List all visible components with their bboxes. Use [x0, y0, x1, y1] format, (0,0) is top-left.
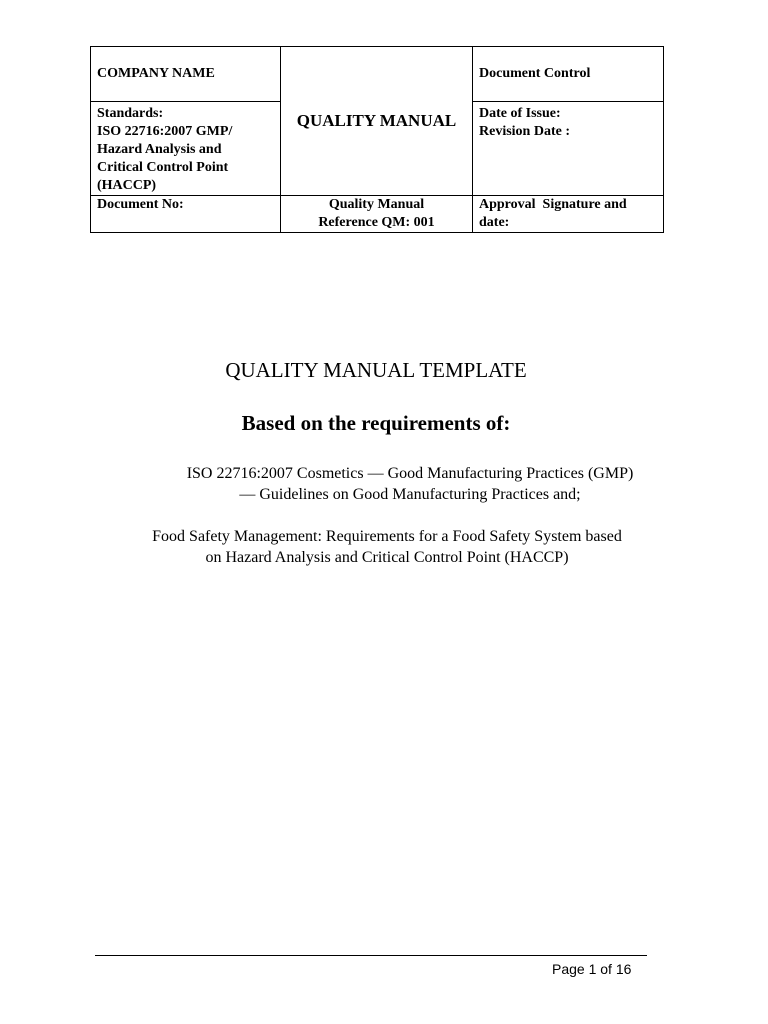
document-control-label: Document Control [479, 66, 591, 81]
page-number: Page 1 of 16 [552, 961, 632, 977]
paragraph-line: on Hazard Analysis and Critical Control Point (HACCP) [205, 549, 569, 566]
reference-cell [281, 196, 473, 233]
approval-line: Approval Signature and [479, 197, 627, 212]
standards-cell [91, 102, 281, 196]
standards-line: Standards: [97, 106, 164, 121]
document-no-label: Document No: [97, 197, 184, 212]
standards-paragraph [26, 463, 768, 505]
standards-line: Hazard Analysis and [97, 142, 222, 157]
manual-title-cell [281, 47, 473, 196]
company-name: COMPANY NAME [97, 66, 215, 81]
reference-line: Quality Manual [328, 197, 425, 212]
page-title: QUALITY MANUAL TEMPLATE [225, 358, 527, 382]
standards-line: (HACCP) [97, 178, 157, 193]
reference-line: Reference QM: 001 [318, 215, 435, 230]
date-of-issue-label: Date of Issue: [479, 106, 561, 121]
manual-title: QUALITY MANUAL [296, 111, 457, 130]
paragraph-line: Food Safety Management: Requirements for a Food Safety System based [152, 528, 622, 545]
standards-line: Critical Control Point [97, 160, 229, 175]
approval-line: date: [479, 215, 510, 230]
paragraph-line: ISO 22716:2007 Cosmetics — Good Manufacturing Practices (GMP) [186, 465, 634, 482]
header-row-1 [91, 47, 664, 102]
document-no-cell [91, 196, 281, 233]
standards-line: ISO 22716:2007 GMP/ [97, 124, 233, 139]
food-safety-paragraph [3, 526, 768, 568]
document-control-cell [473, 47, 664, 102]
approval-cell [473, 196, 664, 233]
header-row-3 [91, 196, 664, 233]
page-subtitle: Based on the requirements of: [241, 411, 511, 435]
paragraph-line: — Guidelines on Good Manufacturing Practices and; [239, 486, 581, 503]
company-name-cell [91, 47, 281, 102]
footer-divider [95, 955, 647, 956]
document-header-table [90, 46, 664, 233]
issue-dates-cell [473, 102, 664, 196]
revision-date-label: Revision Date : [479, 124, 570, 139]
